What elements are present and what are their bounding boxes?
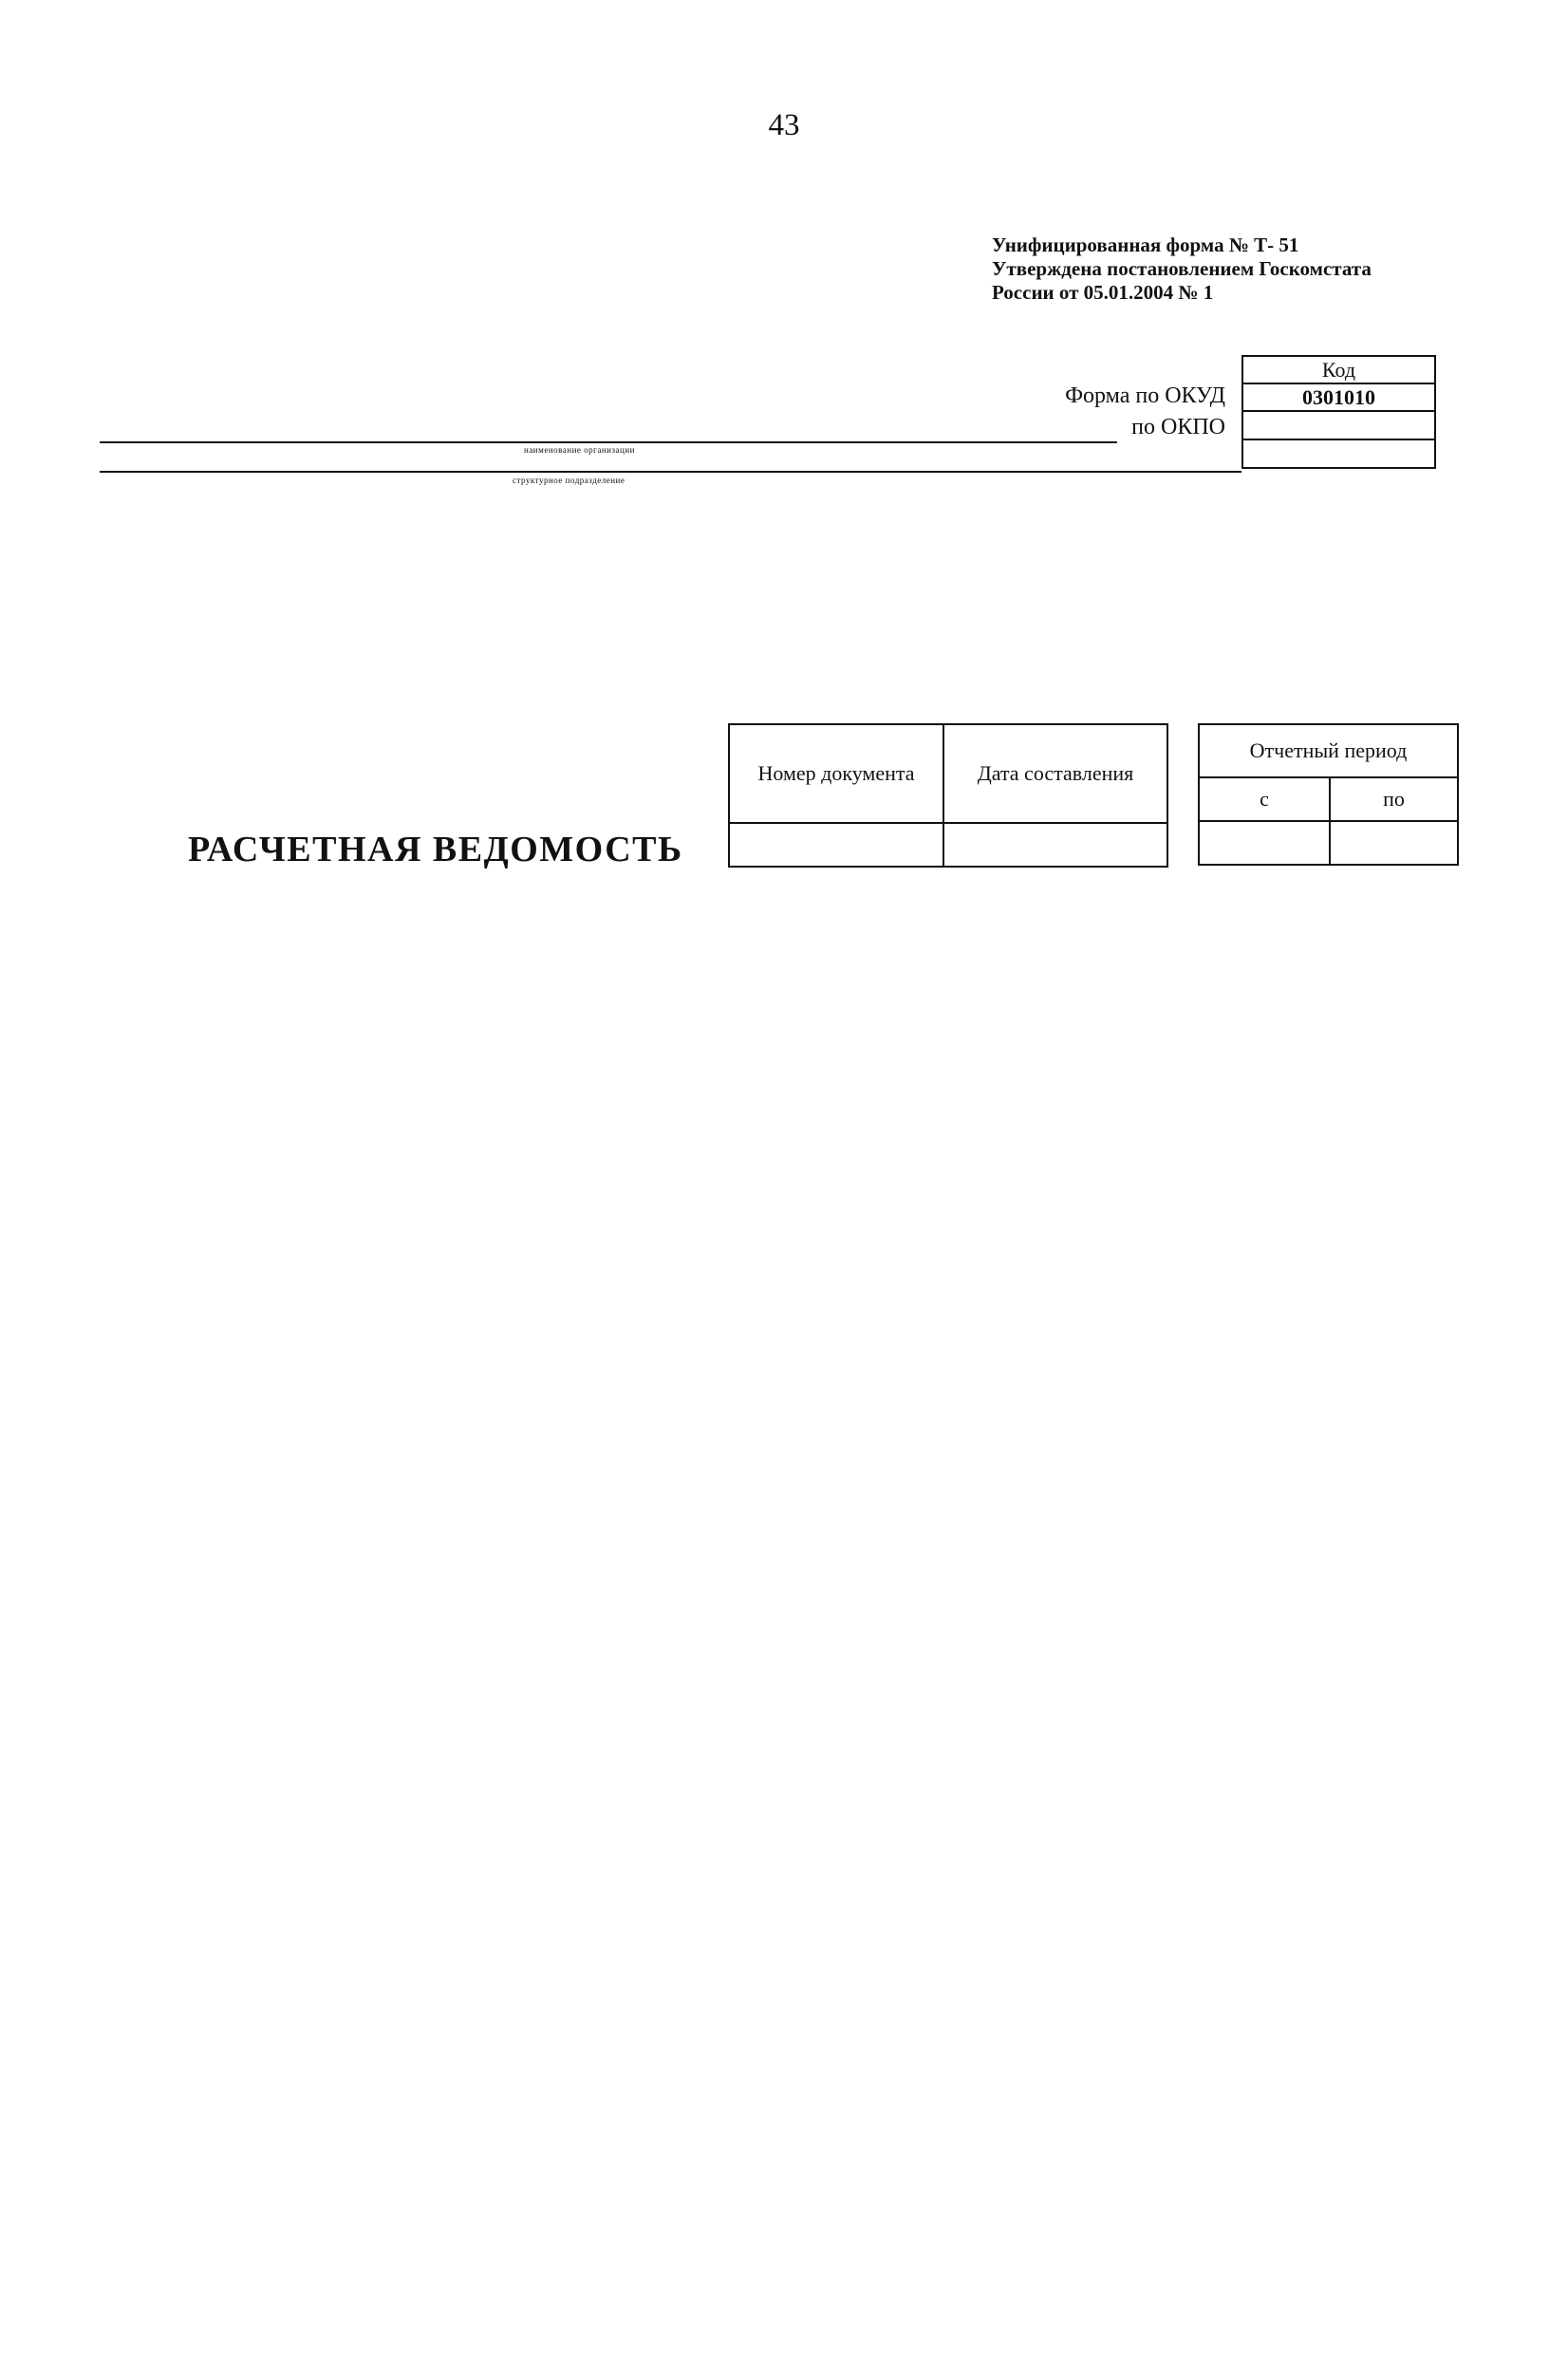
reporting-period-header: Отчетный период	[1199, 724, 1458, 777]
code-blank-field[interactable]	[1242, 439, 1435, 468]
period-to-label: по	[1330, 777, 1458, 821]
document-number-field[interactable]	[729, 823, 943, 867]
period-from-label: с	[1199, 777, 1330, 821]
document-number-header: Номер документа	[729, 724, 943, 823]
okud-label: Форма по ОКУД	[1065, 383, 1225, 408]
document-date-field[interactable]	[943, 823, 1167, 867]
approved-by-line: Утверждена постановлением Госкомстата	[992, 257, 1372, 280]
page-number: 43	[768, 108, 800, 142]
okud-code-field[interactable]: 0301010	[1242, 383, 1435, 411]
code-table	[1241, 355, 1436, 469]
okpo-label: по ОКПО	[1131, 415, 1225, 439]
department-caption: структурное подразделение	[513, 476, 625, 485]
approval-date-line: России от 05.01.2004 № 1	[992, 281, 1214, 304]
department-field[interactable]	[100, 471, 1241, 473]
period-from-field[interactable]	[1199, 821, 1330, 865]
reporting-period-table	[1198, 723, 1459, 866]
organization-name-caption: наименование организации	[524, 445, 635, 455]
code-header: Код	[1242, 356, 1435, 383]
document-date-header: Дата составления	[943, 724, 1167, 823]
okpo-code-field[interactable]	[1242, 411, 1435, 439]
approval-block	[992, 234, 1372, 305]
organization-name-field[interactable]	[100, 441, 1117, 443]
unified-form-line: Унифицированная форма № Т- 51	[992, 234, 1299, 256]
period-to-field[interactable]	[1330, 821, 1458, 865]
document-title: РАСЧЕТНАЯ ВЕДОМОСТЬ	[188, 830, 683, 869]
document-info-table	[728, 723, 1168, 868]
